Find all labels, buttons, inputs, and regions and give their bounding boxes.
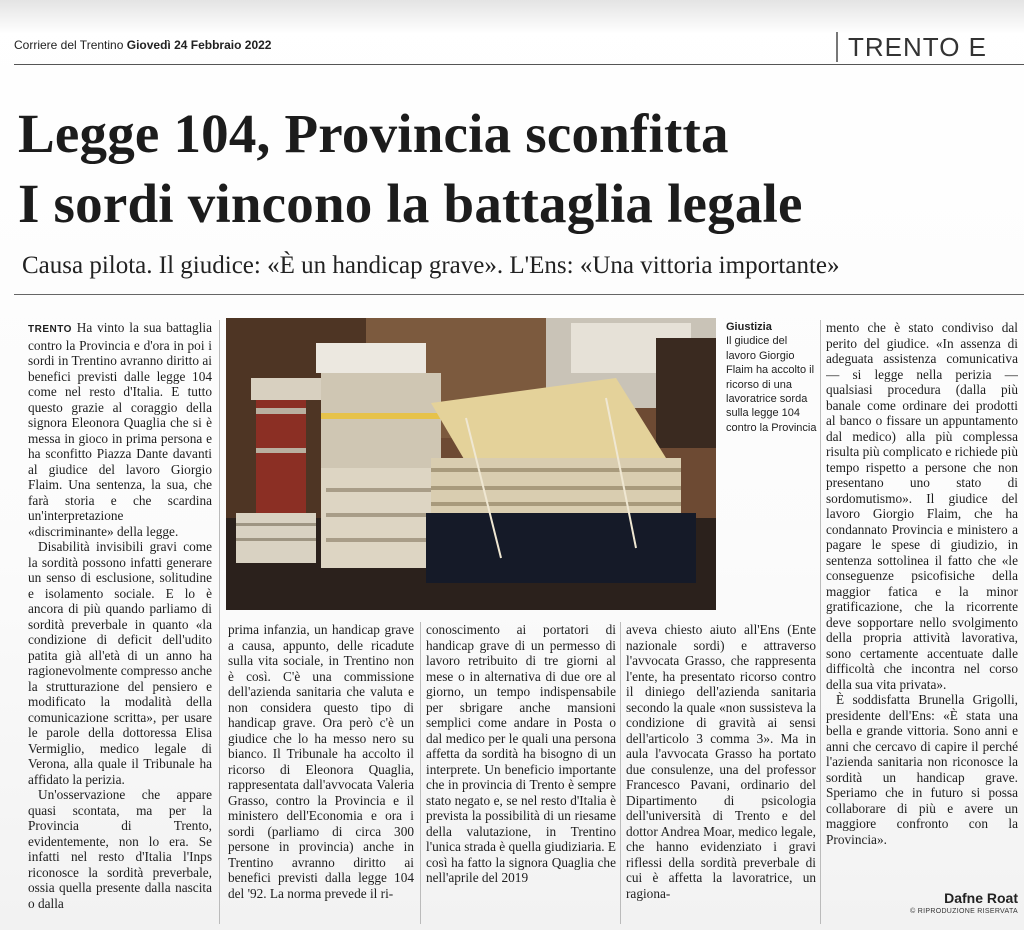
paragraph: mento che è stato condiviso dal perito del giudice. «In assenza di adeguata assistenza comunicativa — si legge nella perizia — qualsiasi procedura (dalla più banale come ordinare dei prodotti al banco o fissare un appuntamento dal medico) alla più complessa risulta più complicato e richiede più tempo rispetto a persone che non presentano uno stato di sordomutismo». Il giudice del lavoro Giorgio Flaim, che ha condannato Provincia e ministero a pagare le spese di giudizio, in sentenza sottolinea il fatto che «le conseguenze psicofisiche della maggior fatica e la minor gratificazione, che la ricorrente deve sopportare nello svolgimento della propria attività lavorativa, sono certamente accentuate dalle difficoltà che incontra nel corso della sua vita privata». [826, 320, 1018, 692]
column-divider [620, 622, 621, 924]
byline: Dafne Roat [944, 890, 1018, 906]
column-divider [420, 622, 421, 924]
top-shadow [0, 0, 1024, 34]
subheadline-rule [14, 294, 1024, 295]
section-label: TRENTO E [836, 32, 1024, 62]
issue-date: Giovedì 24 Febbraio 2022 [126, 38, 272, 52]
column-divider [219, 320, 220, 924]
article-column-4 [626, 622, 816, 924]
subheadline: Causa pilota. Il giudice: «È un handicap grave». L'Ens: «Una vittoria importante» [22, 252, 840, 279]
article-photo [226, 318, 716, 610]
paragraph: Disabilità invisibili gravi come la sordità possono infatti generare un senso di esclusione, solitudine e isolamento sociale. E lo è ancora di più quando parliamo di sordità preverbale in quanto «la condizione di deficit dell'udito patita già all'età di un anno ha ragionevolmente compresso anche la strutturazione del pensiero e modificato la modalità della comunicazione scritta», per usare le parole della dottoressa Elisa Vermiglio, medico legale di Verona, alla quale il Tribunale ha affidato la perizia. [28, 539, 212, 787]
top-rule [14, 64, 1024, 65]
paragraph: conoscimento ai portatori di handicap grave di un permesso di lavoro retribuito di tre giorni al mese o in alternativa di due ore al giorno, un tempo indispensabile per sbrigare anche mansioni semplici come andare in Posta o dal medico per le quali una persona affetta da sordità ha bisogno di un interprete. Un beneficio importante che in provincia di Trento è sempre stato negato e, se nel resto d'Italia è prevista la possibilità di un riesame della valutazione, in Trentino l'unica strada è quella giudiziaria. E così ha fatto la signora Quaglia che nell'aprile del 2019 [426, 622, 616, 885]
paragraph [28, 320, 212, 539]
copyright-notice: © RIPRODUZIONE RISERVATA [910, 908, 1018, 915]
headline-line-1: Legge 104, Provincia sconfitta [18, 103, 729, 164]
dateline: TRENTO [28, 324, 72, 335]
paragraph: prima infanzia, un handicap grave a causa, appunto, delle ricadute sulla vita sociale, in Trentino non è così. C'è una commissione dell'azienda sanitaria che valuta e non considera questo tipo di handicap grave. Ora però c'è un giudice che lo ha messo nero su bianco. Il Tribunale ha accolto il ricorso di Eleonora Quaglia, rappresentata dall'avvocata Valeria Grasso, contro la Provincia e il ministero dell'Economia e ora i sordi (parliamo di circa 300 persone in provincia) anche in Trentino avranno diritto ai benefici previsti dalla legge 104 del '92. La norma prevede il ri- [228, 622, 414, 901]
column-divider [820, 320, 821, 924]
headline-line-2: I sordi vincono la battaglia legale [18, 173, 803, 234]
paragraph: È soddisfatta Brunella Grigolli, presidente dell'Ens: «È stata una bella e grande vittoria. Sono anni e anni che cercavo di capire il perché l'azienda sanitaria non riconosce la sordità un handicap grave. Speriamo che in futuro si possa collaborare di più e avere un maggiore confronto con la Provincia». [826, 692, 1018, 847]
document-piles-image [226, 318, 716, 610]
paragraph: Un'osservazione che appare quasi scontata, ma per la Provincia di Trento, evidentemente, non lo era. Se infatti nel resto d'Italia l'Inps riconosce la sordità preverbale, ossia quella presente dalla nascita o dalla [28, 787, 212, 911]
photo-caption [726, 320, 818, 435]
article-column-3 [426, 622, 616, 924]
caption-text: Il giudice del lavoro Giorgio Flaim ha accolto il ricorso di una lavoratrice sorda sulla legge 104 contro la Provincia [726, 335, 817, 434]
caption-title: Giustizia [726, 321, 772, 333]
paragraph-text: Ha vinto la sua battaglia contro la Provincia e d'ora in poi i sordi in Trentino avranno diritto ai benefici previsti dalle legge 104 come nel resto d'Italia. E tutto questo grazie al coraggio della signora Eleonora Quaglia che si è messa in gioco in prima persona e ha sconfitto Piazza Dante davanti al giudice del lavoro Giorgio Flaim. Una sentenza, la sua, che farà storia e che scardina un'interpretazione «discriminante» della legge. [28, 320, 212, 539]
article-column-1 [28, 320, 212, 924]
masthead [14, 38, 271, 52]
article-column-2 [228, 622, 414, 924]
paragraph: aveva chiesto aiuto all'Ens (Ente nazionale sordi) e attraverso l'avvocata Grasso, che rappresenta l'ente, ha presentato ricorso contro il diniego dell'azienda sanitaria secondo la quale «non sussisteva la condizione di gravità ai sensi dell'articolo 3 comma 3». Ma in aula l'avvocata Grasso ha portato due consulenze, una del professor Francesco Pavani, ordinario del Dipartimento di psicologia dell'università di Trento e del dottor Andrea Moar, medico legale, che hanno evidenziato i gravi riflessi della sordità preverbale di cui è affetta la lavoratrice, un ragiona- [626, 622, 816, 901]
paper-name: Corriere del Trentino [14, 38, 124, 52]
article-column-5 [826, 320, 1018, 898]
